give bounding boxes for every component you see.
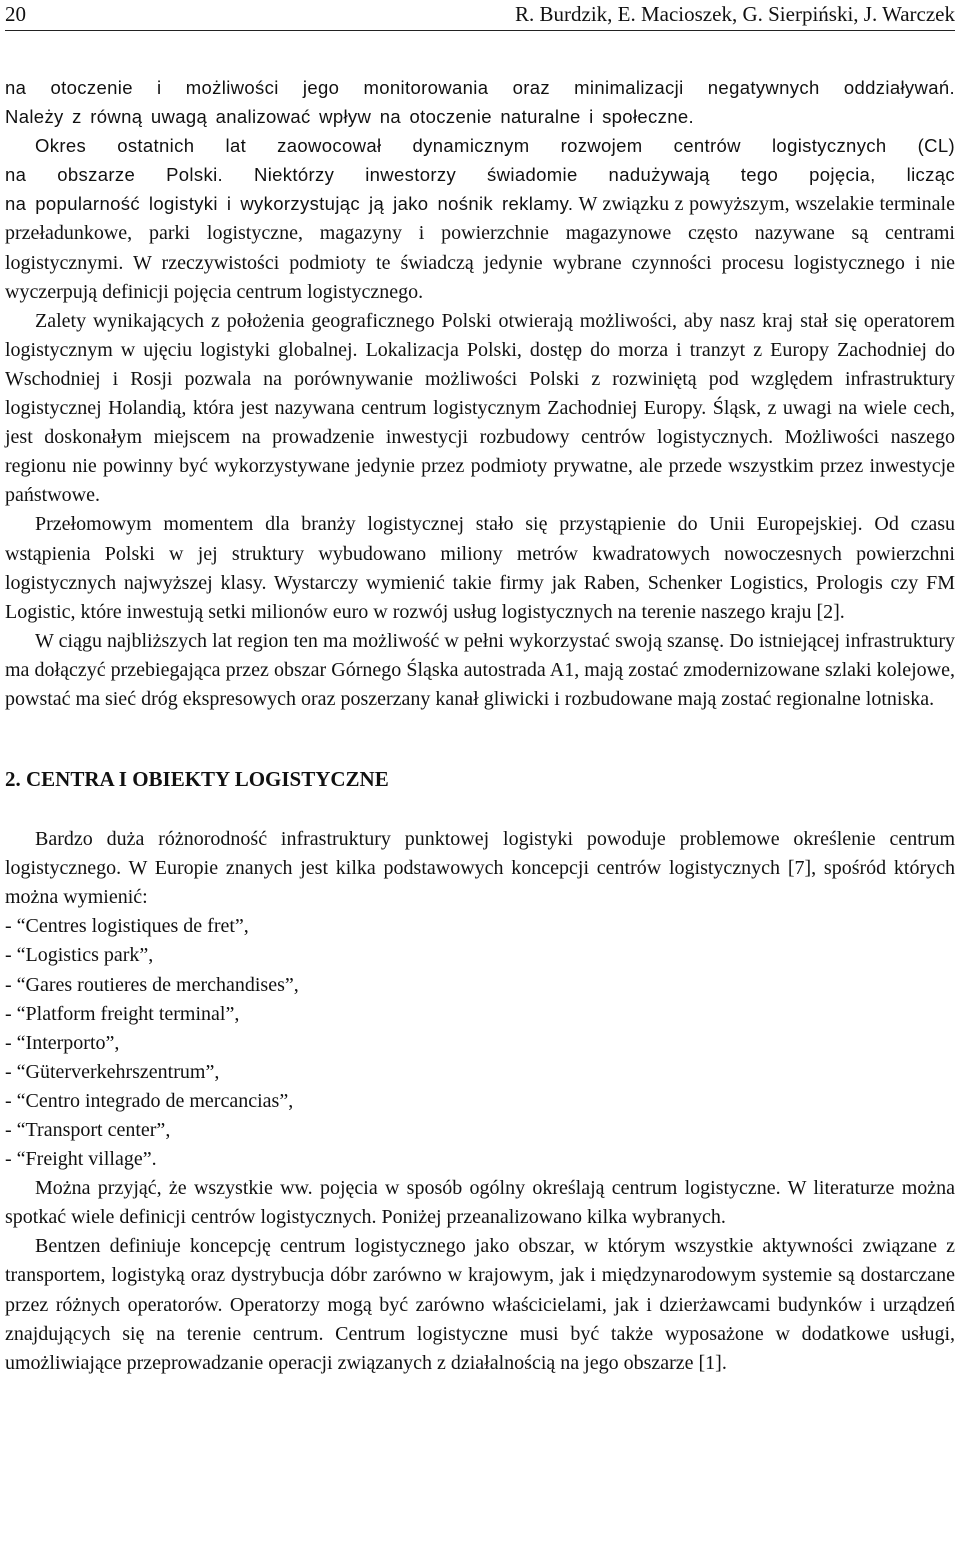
document-page <box>5 0 955 1378</box>
section-heading: 2. CENTRA I OBIEKTY LOGISTYCZNE <box>5 767 389 792</box>
intro-line-3: Okres ostatnich lat zaowocował dynamicznym rozwojem centrów logistycznych (CL) <box>35 135 955 157</box>
list-item: - “Logistics park”, <box>5 944 154 967</box>
list-item: - “Centro integrado de mercancias”, <box>5 1089 294 1112</box>
intro-serif-tail: W związku z powyższym, wszelakie terminale przeładunkowe, parki logistyczne, magazyny i powierzchnie magazynowe często nazywane są centrami logistycznymi. W rzeczywistości podmioty te świadczą jedynie wybrane czynności procesu logistycznego i nie wyczerpują definicji pojęcia centrum logistycznego. <box>5 193 955 303</box>
intro-block <box>5 73 955 307</box>
paragraph-bentzen: Bentzen definiuje koncepcję centrum logistycznego jako obszar, w którym wszystkie aktywności związane z transportem, logistyką oraz dystrybucja dóbr zarówno w krajowym, jak i międzynarodowym systemie są dostarczane przez różnych operatorów. Operatorzy mogą być zarówno właścicielami, jak i dzierżawcami budynków i urządzeń znajdujących się na terenie centrum. Centrum logistyczne musi być także wyposażone w dodatkowe usługi, umożliwiające przeprowadzanie operacji związanych z działalnością na jego obszarze [1]. <box>5 1235 955 1374</box>
header-authors: R. Burdzik, E. Macioszek, G. Sierpiński, J. Warczek <box>515 2 955 26</box>
paragraph-eu-accession: Przełomowym momentem dla branży logistycznej stało się przystąpienie do Unii Europejskiej. Od czasu wstąpienia Polski w jej struktury wybudowano miliony metrów kwadratowych nowoczesnych powierzchni logistycznych najwyższej klasy. Wystarczy wymienić takie firmy jak Raben, Schenker Logistics, Prologis czy FM Logistic, które inwestują setki milionów euro w rozwój usług logistycznych na terenie naszego kraju [2]. <box>5 513 955 623</box>
list-item: - “Gares routieres de merchandises”, <box>5 973 299 996</box>
paragraph-definitions: Można przyjąć, że wszystkie ww. pojęcia w sposób ogólny określają centrum logistyczne. W literaturze można spotkać wiele definicji centrów logistycznych. Poniżej przeanalizowano kilka wybranych. <box>5 1177 955 1229</box>
intro-line-4: na obszarze Polski. Niektórzy inwestorzy świadomie nadużywają tego pojęcia, licząc <box>5 164 955 186</box>
intro-line-5 <box>5 189 955 306</box>
list-item: - “Transport center”, <box>5 1119 171 1141</box>
concepts-list <box>5 912 955 1174</box>
list-item: - “Interporto”, <box>5 1031 120 1054</box>
list-item: - “Freight village”. <box>5 1148 157 1171</box>
intro-line-2: Należy z równą uwagą analizować wpływ na otoczenie naturalne i społeczne. <box>5 106 695 128</box>
intro-line-1: na otoczenie i możliwości jego monitorowania oraz minimalizacji negatywnych oddziaływań. <box>5 77 955 98</box>
running-header <box>5 0 955 31</box>
paragraph-infrastructure: W ciągu najbliższych lat region ten ma możliwość w pełni wykorzystać swoją szansę. Do istniejącej infrastruktury ma dołączyć przebiegająca przez obszar Górnego Śląska autostrada A1, mają zostać zmodernizowane szlaki kolejowe, powstać ma sieć dróg ekspresowych oraz poszerzany kanał gliwicki i rozbudowane mają zostać regionalne lotniska. <box>5 629 955 710</box>
page-number: 20 <box>5 2 26 26</box>
intro-sans-tail: na popularność logistyki i wykorzystując ją jako nośnik reklamy. <box>5 193 574 215</box>
list-item: - “Centres logistiques de fret”, <box>5 915 249 938</box>
paragraph-geography: Zalety wynikających z położenia geograficznego Polski otwierają możliwości, aby nasz kraj stał się operatorem logistycznym w ujęciu logistyki globalnej. Lokalizacja Polski, dostęp do morza i tranzyt z Europy Zachodniej do Wschodniej i Rosji pozwala na porównywanie możliwości Polski z rozwiniętą pod względem infrastruktury logistycznej Holandią, która jest nazywana centrum logistycznym Zachodniej Europy. Śląsk, z uwagi na wiele cech, jest doskonałym miejscem na prowadzenie inwestycji rozbudowy centrów logistycznych. Możliwości naszego regionu nie powinny być wykorzystywane jedynie przez podmioty prywatne, ale przede wszystkim przez inwestycje państwowe. <box>5 309 955 507</box>
paragraph-concepts-intro: Bardzo duża różnorodność infrastruktury punktowej logistyki powoduje problemowe określenie centrum logistycznego. W Europie znanych jest kilka podstawowych koncepcji centrów logistycznych [7], spośród których można wymienić: <box>5 828 955 909</box>
list-item: - “Platform freight terminal”, <box>5 1002 240 1025</box>
list-item: - “Güterverkehrszentrum”, <box>5 1060 220 1083</box>
